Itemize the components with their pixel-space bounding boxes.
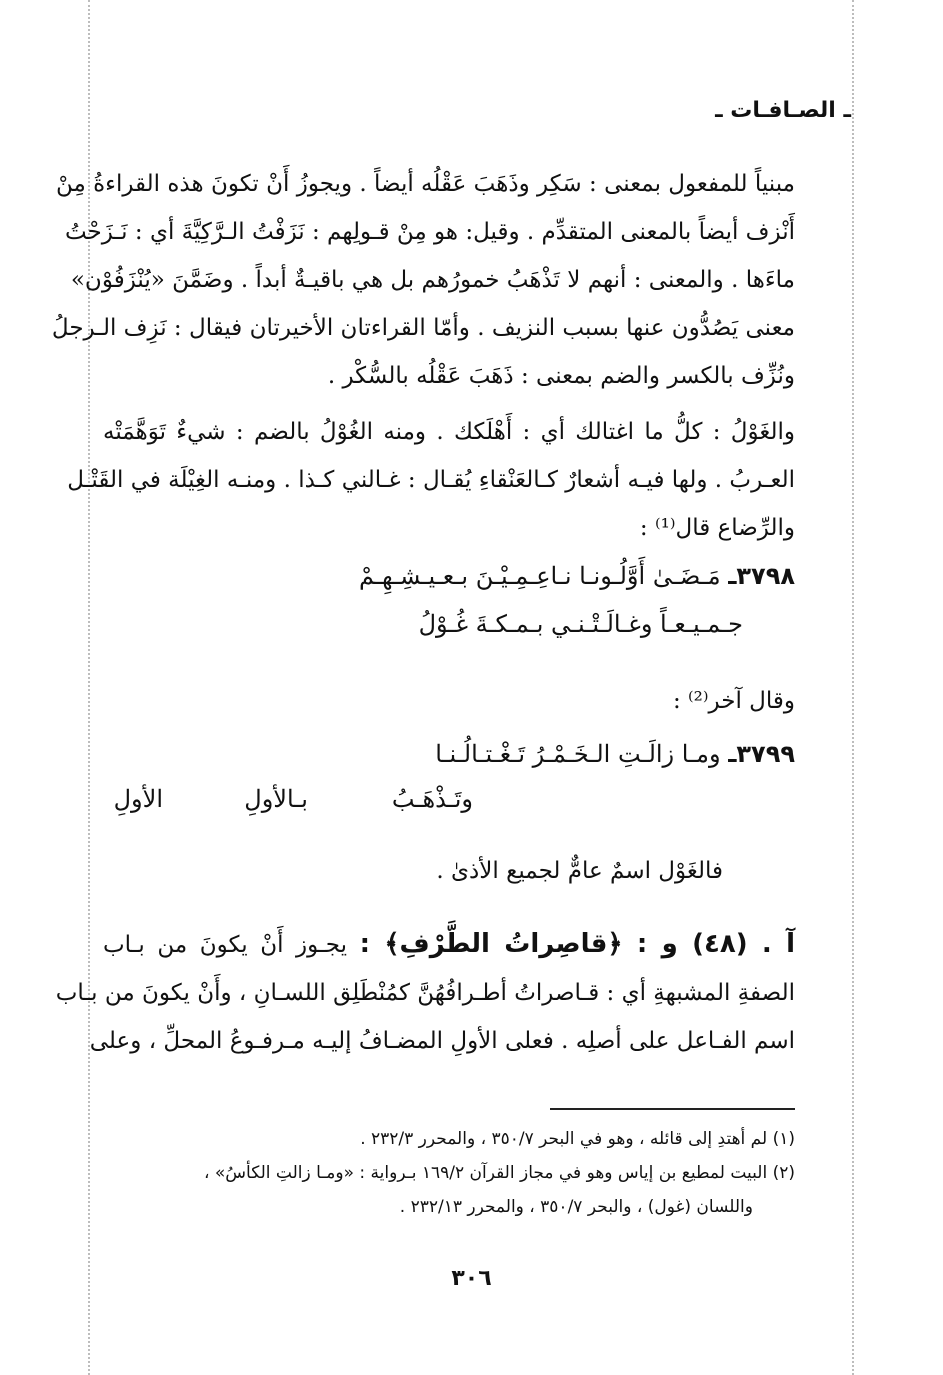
verse-text: مَـضَـىٰ أَوَّلُـونـا نـاعِـمِـيْـنَ بـعـيـشِـهِـمْ	[358, 562, 721, 590]
footnote-1: (١) لم أهتدِ إلى قائله ، وهو في البحر ٣٥٠/٧ ، والمحرر ٢٣٢/٣ .	[360, 1129, 795, 1149]
paragraph-3	[55, 920, 796, 1065]
verse-3799-second-part: بـالأولِ	[244, 785, 308, 813]
paragraph-1	[51, 160, 795, 400]
footnote-2: (٢) البيت لمطيع بن إياس وهو في مجاز القرآن ١٦٩/٢ بـرواية : «ومـا زالتِ الكأسُ» ،	[204, 1163, 795, 1183]
page-number: ٣٠٦	[451, 1266, 492, 1291]
verse-reference-lead: آ . (٤٨) و : ﴿قاصِراتُ الطَّرْفِ﴾ :	[359, 929, 796, 959]
paragraph-1-line: مبنياً للمفعول بمعنى : سَكِر وذَهَبَ عَقْلُه أيضاً . ويجوزُ أَنْ تكونَ هذه القراءةُ مِنْ	[55, 171, 795, 197]
verse-number: ٣٧٩٩ـ	[728, 740, 795, 768]
verse-3799-first-hemistich	[435, 740, 795, 768]
verse-3799-second-part: وتَـذْهَـبُ	[391, 785, 473, 813]
footnotes	[103, 1122, 795, 1224]
conclusion-line: فالغَوْل اسمٌ عامٌّ لجميع الأذىٰ .	[436, 858, 723, 884]
paragraph-1-line: ماءَها . والمعنى : أنهم لا تَذْهَبُ خمورُهم بل هي باقيـةٌ أبداً . وضَمَّنَ «يُنْزَفُوْن»	[70, 267, 795, 293]
paragraph-3-line-text: يجـوز أَنْ يكونَ من بـاب	[103, 932, 348, 958]
paragraph-3-first-line	[103, 920, 795, 969]
paragraph-2-line: والغَوْلُ : كلُّ ما اغتالك أي : أَهْلَكك . ومنه الغُوْلُ بالضم : شيءٌ تَوَهَّمَتْه	[103, 419, 795, 445]
paragraph-1-line: معنى يَصُدُّون عنها بسبب النزيف . وأمّا القراءتان الأخيرتان فيقال : نَزِف الـرجلُ	[51, 315, 795, 341]
verse-3799-second-part: الأولِ	[113, 785, 163, 813]
verse-number: ٣٧٩٨ـ	[728, 562, 795, 590]
paragraph-3-line: الصفةِ المشبهةِ أي : قـاصراتُ أطـرافُهُنَّ كمُنْطَلِق اللسـانِ ، وأَنْ يكونَ من بـاب	[55, 980, 795, 1006]
verse-3798-second-hemistich: جـمـيـعـاً وغـالَـتْـنـي بـمـكـةَ غُـوْلُ	[418, 610, 743, 638]
verse-3798-first-hemistich	[359, 562, 795, 590]
paragraph-2-line: العـربُ . ولها فيـه أشعارٌ كـالعَنْقاءِ يُقـال : غـالني كـذا . ومنـه الغِيْلَة في القَتْـل	[67, 467, 795, 493]
right-margin-dotted-line	[852, 0, 854, 1375]
footnote-separator	[550, 1108, 795, 1110]
verse-intro: وقال آخر⁽²⁾ :	[672, 688, 795, 714]
paragraph-2-line: والرِّضاع قال⁽¹⁾ :	[639, 515, 795, 541]
paragraph-1-line: أَنْزف أيضاً بالمعنى المتقدِّم . وقيل: هو مِنْ قـولِهم : نَزَفْتُ الـرَّكِيَّةَ أي : نَـزَحْتُ	[64, 219, 795, 245]
footnote-2-continuation: واللسان (غول) ، والبحر ٣٥٠/٧ ، والمحرر ٢٣٢/١٣ .	[399, 1197, 753, 1217]
paragraph-1-line: ونُزِّف بالكسر والضم بمعنى : ذَهَبَ عَقْلُه بالسُّكْر .	[327, 363, 795, 389]
paragraph-2	[67, 408, 795, 552]
verse-text: ومـا زالَـتِ الـخَـمْـرُ تَـغْـتـالُـنـا	[435, 740, 721, 768]
paragraph-3-line: اسم الفـاعل على أصلِه . فعلى الأولِ المضـافُ إليـه مـرفـوعُ المحلِّ ، وعلى	[89, 1028, 795, 1054]
running-header-title: ـ الصـافـات ـ	[715, 98, 851, 123]
